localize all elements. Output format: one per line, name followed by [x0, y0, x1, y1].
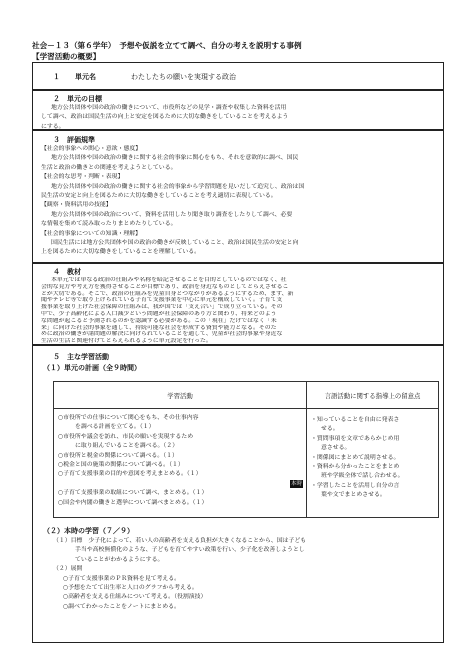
document-title: 社会－１３（第６学年） 予想や仮説を立てて調べ、自分の考えを説明する事例: [32, 41, 302, 50]
unit-name-label: 単元名: [75, 72, 96, 81]
activity-line: ○市役所での仕事について関心をもち、その仕事内容: [58, 415, 199, 421]
lesson-line: ○子育て支援事業のＰＲ資料を見て考える。: [63, 575, 181, 582]
section-heading: ５ 主な学習活動: [53, 352, 109, 361]
criteria-heading: 【社会的事象への関心・意欲・態度】: [41, 146, 142, 152]
section-learning-activities: [32, 345, 444, 643]
activity-line: ○国会や内閣の働きと選挙について調べまとめる。（１）: [58, 499, 208, 506]
activity-line: に取り組んでいることを調べる。（２）: [75, 443, 179, 450]
materials-line: 中で、少子高齢化による人口減少という問題が社会保障のあり方と関わり、将来どのよう: [41, 310, 277, 317]
goal-line: 地方公共団体や国の政治の働きについて、市役所などの見学・調査や収集した資料を活用: [51, 105, 287, 111]
section-heading: ４ 教材: [53, 267, 81, 276]
criteria-line: 上を図るために大切な働きをしていることを理解している。: [41, 249, 201, 256]
guidance-line: ・資料から分かったことをまとめ: [311, 464, 400, 471]
activity-line: を調べる計画を立てる。（１）: [75, 424, 155, 431]
lesson-line: 手当や高校無償化のような、子どもを育てやすい政策を行い、少子化を改善しようとし: [75, 547, 305, 554]
goal-line: にする。: [41, 123, 65, 130]
materials-line: 生活の生活と関連付けてとらえられるように単元設定を行った。: [41, 338, 212, 345]
materials-line: 来」に向けた社会的事象を通して、持続可能な社会を形成する資質や能力となる。そのた: [41, 324, 277, 331]
section-number: １: [53, 72, 60, 81]
goal-line: して調べ、政治は国民生活の向上と安定を図るために大切な働きをしていることを考えるよう: [41, 114, 289, 121]
lesson-line: ていることがわかるようにする。: [75, 556, 164, 563]
criteria-line: 地方公共団体や国の政治について、資料を活用したり聞き取り調査をしたりして調べ、必要: [51, 211, 293, 218]
lesson-plan-heading: （２）本時の学習（７／９）: [43, 526, 134, 535]
section-overview-label: 【学習活動の概要】: [32, 52, 101, 61]
section-heading: ３ 評価規準: [53, 135, 95, 144]
lesson-line: （２）展開: [53, 566, 83, 573]
section-unit-name: [32, 62, 444, 90]
criteria-line: な情報を集めて読み取ったりまとめたりしている。: [41, 221, 177, 228]
materials-line: 本単元では単なる政治の仕組みや名称を暗記させることを目的としているのではなく、社: [51, 277, 287, 283]
activity-line: ○市役所と税金の関係について調べる。（１）: [58, 452, 178, 459]
criteria-heading: 【社会的事象についての知識・理解】: [41, 230, 142, 237]
guidance-line: 葉や文でまとめさせる。: [321, 492, 386, 499]
unit-name-value: わたしたちの願いを実現する政治: [131, 73, 236, 81]
unit-plan-heading: （１）単元の計画（全９時間）: [43, 363, 141, 372]
guidance-line: ・関係図にまとめて説明させる。: [311, 454, 400, 461]
section-unit-goal: [32, 90, 444, 130]
lesson-line: ○高齢者を支える仕組みについて考える。（役割演技）: [63, 594, 207, 601]
materials-line: めに政治の働きが諸問題の解決に向けられていることを通して、児童が社会的事象や身近な: [41, 331, 283, 338]
criteria-line: 地方公共団体や国の政治の働きに関する社会的事象に関心をもち、それを意欲的に調べ、国民: [51, 155, 299, 162]
current-lesson-badge: 本時: [290, 480, 302, 487]
section-evaluation-criteria: [32, 130, 444, 263]
guidance-line: ・学習したことを活用し自分の言: [311, 482, 400, 489]
criteria-heading: 【観察・資料活用の技能】: [41, 202, 112, 209]
lesson-line: ○調べてわかったことをノートにまとめる。: [63, 603, 180, 610]
guidance-line: せる。: [321, 426, 339, 433]
activities-cell: [54, 409, 307, 518]
section-materials: [32, 263, 444, 345]
criteria-line: 地方公共団体や国の政治の働きに関する社会的事象から学習問題を見いだして追究し、政治は国: [51, 183, 305, 190]
col-header-activities: 学習活動: [54, 382, 307, 409]
materials-line: な問題が起こると予測されるのかを認識する必要がある。この「現在」だけではなく「未: [41, 317, 277, 324]
materials-line: 聞やテレビ等で取り上げられている子育て支援事業を中心に単元を構成していく。子育て支: [41, 297, 283, 304]
criteria-line: 民生活の安定と向上を図るために大切な働きをしていることを考え適切に表現している。: [41, 193, 277, 200]
materials-line: 援事業を取り上げた社会保障の仕組みは、我が国では「支え合い」で成り立っている。その: [41, 304, 283, 311]
guidance-cell: [307, 409, 439, 518]
guidance-line: ・質問事項を文章であらかじめ用: [311, 435, 400, 442]
criteria-heading: 【社会的な思考・判断・表現】: [41, 174, 124, 181]
guidance-line: ・知っていることを自由に発表さ: [311, 417, 400, 423]
lesson-line: ○予想をたてて出生率と人口のグラフから考える。: [63, 585, 198, 592]
criteria-line: 国民生活には地方公共団体や国の政治の働きが反映していること、政治は国民生活の安定と向: [51, 240, 299, 247]
guidance-line: 意させる。: [321, 445, 351, 452]
guidance-line: 班や学級全体で話し合わせる。: [321, 473, 404, 480]
lesson-line: （１）目標 少子化によって、若い人の高齢者を支える負担が大きくなることから、国は子ども: [53, 538, 307, 544]
materials-line: とが大切である。そこで、政治の仕組みを児童自身とつながりがあるようにするため、まず、新: [41, 290, 294, 297]
activity-line: ○子育て支援事業の目的や意図を考えまとめる。（１）: [58, 471, 202, 478]
materials-line: 会的な見方や考え方を獲得させることが目標であり、政治を身近なものとしてとらえさせるこ: [41, 283, 289, 290]
current-lesson-marker-row: [58, 480, 303, 489]
activity-line: ○子育て支援事業の取組について調べ、まとめる。（１）: [58, 490, 208, 497]
activity-line: ○税金と国の施策の関係について調べる。（１）: [58, 462, 184, 469]
activity-line: ○市役所や議会を訪れ、市民の願いを実現するため: [58, 433, 194, 440]
section-heading: ２ 単元の目標: [53, 94, 102, 103]
criteria-line: 生活と政治の働きとの関連を考えようとしている。: [41, 164, 177, 171]
col-header-guidance: 言語活動に関する指導上の留意点: [307, 382, 439, 409]
unit-plan-table: [53, 381, 439, 518]
